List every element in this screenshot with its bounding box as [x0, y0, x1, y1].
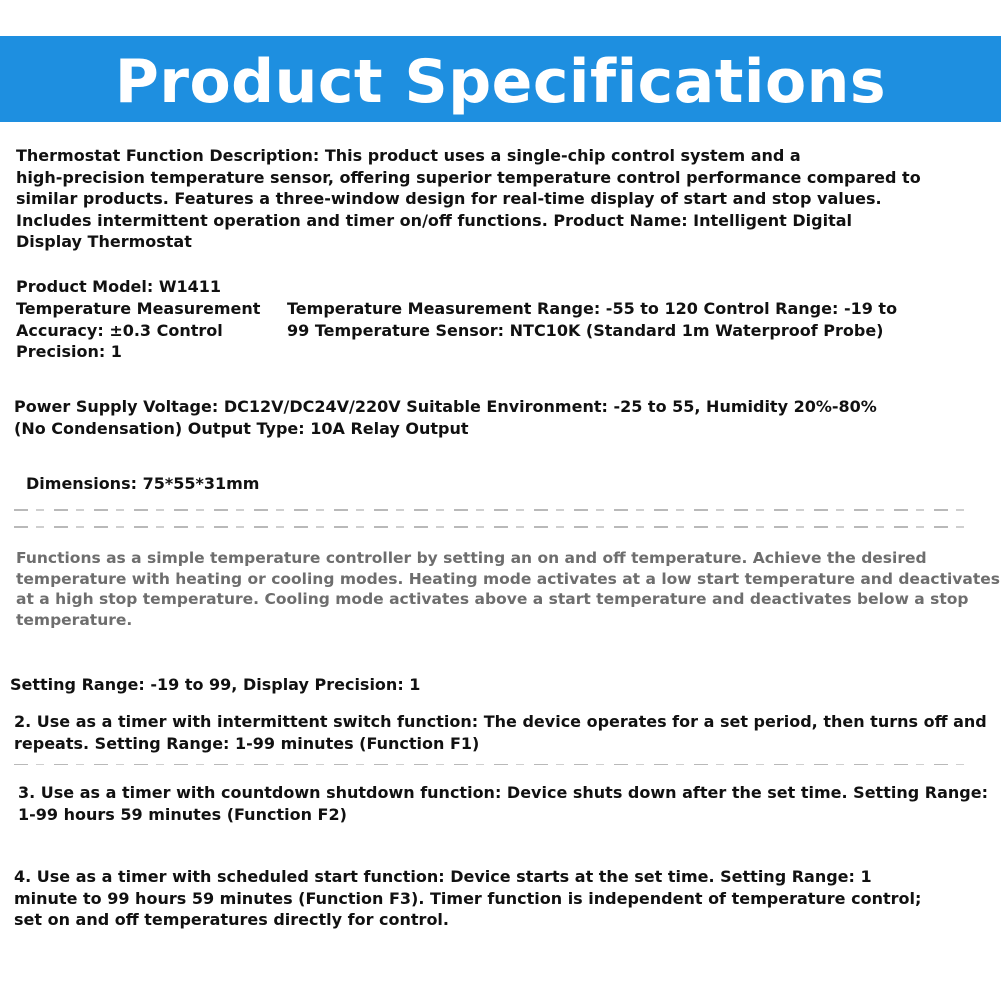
functions-note: Functions as a simple temperature controller by setting an on and off temperature. Achieve the desired temperature with heating or cooling modes. Heating mode activates at a low start temperature and deactivates at a high stop temperature. Cooling mode activates above a start temperature and deactivates below a stop temperature. — [16, 549, 1001, 629]
product-model: Product Model: W1411 — [16, 277, 222, 296]
list-item: 4. Use as a timer with scheduled start function: Device starts at the set time. Setting Range: 1 minute to 99 hours 59 minutes (Function F3). Timer function is independent of temperature control; set on and off temperatures directly for control. — [14, 867, 922, 929]
power-spec: Power Supply Voltage: DC12V/DC24V/220V Suitable Environment: -25 to 55, Humidity 20%-80% (No Condensation) Output Type: 10A Relay Output — [14, 397, 877, 438]
page-title: Product Specifications — [114, 47, 887, 117]
list-item: 3. Use as a timer with countdown shutdown function: Device shuts down after the set time. Setting Range: 1-99 hours 59 minutes (Function F2) — [18, 783, 988, 824]
setting-range: Setting Range: -19 to 99, Display Precision: 1 — [10, 675, 421, 694]
accuracy-column: Temperature Measurement Accuracy: ±0.3 Control Precision: 1 — [16, 299, 261, 361]
header-banner — [0, 36, 1001, 122]
divider-artifact — [14, 509, 974, 511]
range-sensor-column: Temperature Measurement Range: -55 to 120 Control Range: -19 to 99 Temperature Sensor: NTC10K (Standard 1m Waterproof Probe) — [287, 299, 898, 340]
divider-artifact — [14, 526, 974, 528]
list-item: 2. Use as a timer with intermittent switch function: The device operates for a set period, then turns off and repeats. Setting Range: 1-99 minutes (Function F1) — [14, 712, 987, 753]
dimensions-spec: Dimensions: 75*55*31mm — [26, 474, 260, 493]
divider-artifact — [14, 764, 974, 765]
description-paragraph: Thermostat Function Description: This product uses a single-chip control system and a high-precision temperature sensor, offering superior temperature control performance compared to similar products. Features a three-window design for real-time display of start and stop values. Includes intermittent operation and timer on/off functions. Product Name: Intelligent Digital Display Thermostat — [16, 146, 921, 251]
